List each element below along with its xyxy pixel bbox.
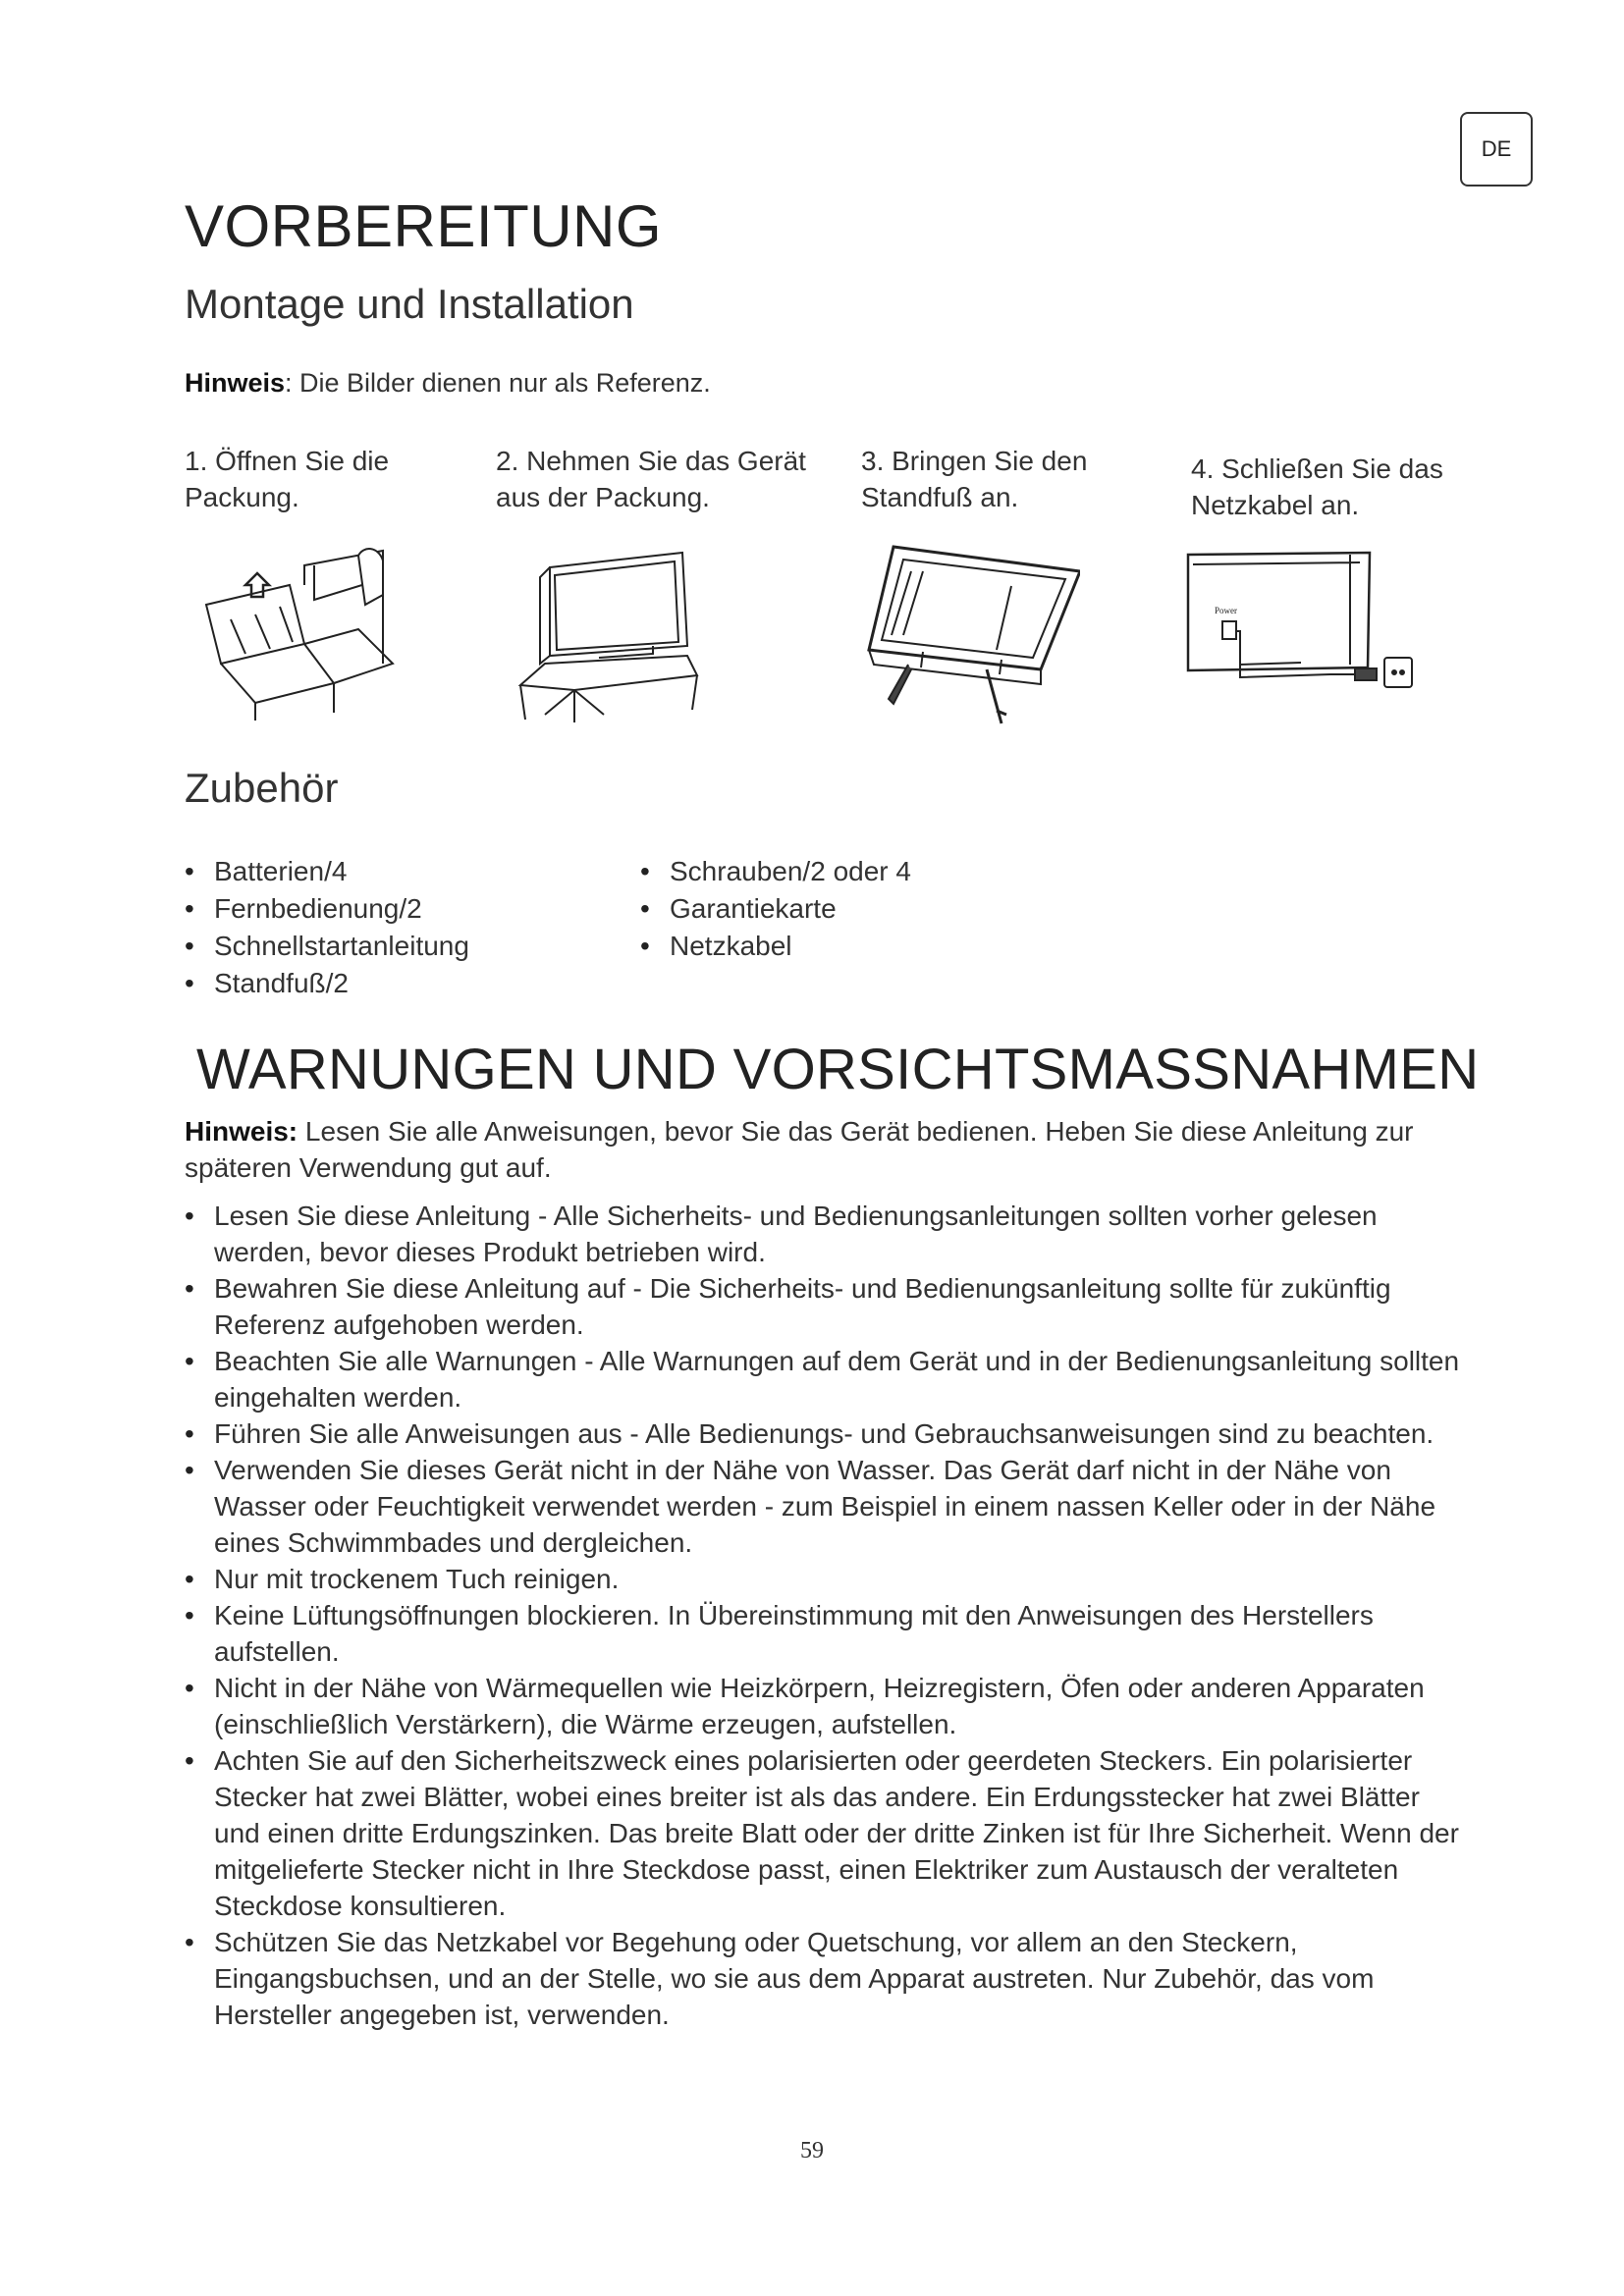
warning-item: • Keine Lüftungsöffnungen blockieren. In Übereinstimmung mit den Anweisungen des Herstellers aufstellen. xyxy=(185,1597,1461,1670)
accessory-item: • Garantiekarte xyxy=(640,890,911,928)
warning-item: • Achten Sie auf den Sicherheitszweck eines polarisierten oder geerdeten Steckers. Ein polarisierter Stecker hat zwei Blätter, wobei eines breiter ist als das andere. Ein Erdungsstecker hat zwei Blätter und einen dritte Erdungszinken. Das breite Blatt oder der dritte Zinken ist für Ihre Sicherheit. Wenn der mitgelieferte Stecker nicht in Ihre Steckdose passt, einen Elektriker zum Austausch der veralteten Steckdose konsultieren. xyxy=(185,1742,1461,1924)
step-3 xyxy=(861,443,1087,515)
attach-stand-illustration xyxy=(864,542,1080,728)
warning-item: • Nur mit trockenem Tuch reinigen. xyxy=(185,1561,1461,1597)
section-title-installation: Montage und Installation xyxy=(185,281,634,327)
warning-item: • Nicht in der Nähe von Wärmequellen wie Heizkörpern, Heizregistern, Öfen oder anderen Apparaten (einschließlich Verstärkern), die Wärme erzeugen, aufstellen. xyxy=(185,1670,1461,1742)
warning-item: • Verwenden Sie dieses Gerät nicht in der Nähe von Wasser. Das Gerät darf nicht in der Nähe von Wasser oder Feuchtigkeit verwendet werden - zum Beispiel in einem nassen Keller oder in der Nähe eines Schwimmbades und dergleichen. xyxy=(185,1452,1461,1561)
open-box-illustration xyxy=(196,546,407,722)
step-1-line1: 1. Öffnen Sie die xyxy=(185,446,390,476)
page-number: 59 xyxy=(800,2138,824,2163)
accessories-list-left xyxy=(185,853,469,1002)
language-badge: DE xyxy=(1460,112,1533,187)
warning-item: • Lesen Sie diese Anleitung - Alle Sicherheits- und Bedienungsanleitungen sollten vorher gelesen werden, bevor dieses Produkt betrieben wird. xyxy=(185,1198,1461,1270)
warning-item: • Beachten Sie alle Warnungen - Alle Warnungen auf dem Gerät und in der Bedienungsanleitung sollten eingehalten werden. xyxy=(185,1343,1461,1415)
accessory-item: • Batterien/4 xyxy=(185,853,469,890)
reference-note xyxy=(185,368,711,399)
accessory-item: • Fernbedienung/2 xyxy=(185,890,469,928)
warning-item: • Führen Sie alle Anweisungen aus - Alle Bedienungs- und Gebrauchsanweisungen sind zu beachten. xyxy=(185,1415,1461,1452)
step-3-line1: 3. Bringen Sie den xyxy=(861,446,1088,476)
warning-item: • Bewahren Sie diese Anleitung auf - Die Sicherheits- und Bedienungsanleitung sollte für zukünftig Referenz aufgehoben werden. xyxy=(185,1270,1461,1343)
accessory-item: • Netzkabel xyxy=(640,928,911,965)
warning-item: • Schützen Sie das Netzkabel vor Begehung oder Quetschung, vor allem an den Steckern, Eingangsbuchsen, und an der Stelle, wo sie aus dem Apparat austreten. Nur Zubehör, das vom Hersteller angegeben ist, verwenden. xyxy=(185,1924,1461,2033)
step-2 xyxy=(496,443,806,515)
step-4-line2: Netzkabel an. xyxy=(1191,490,1360,520)
step-2-line2: aus der Packung. xyxy=(496,482,710,512)
step-3-line2: Standfuß an. xyxy=(861,482,1019,512)
power-label: Power xyxy=(1215,606,1237,615)
step-1-line2: Packung. xyxy=(185,482,299,512)
note-label: Hinweis xyxy=(185,368,286,398)
warnings-note-label: Hinweis: xyxy=(185,1116,298,1147)
step-4-line1: 4. Schließen Sie das xyxy=(1191,454,1443,484)
accessory-item: • Schrauben/2 oder 4 xyxy=(640,853,911,890)
section-title-warnings: WARNUNGEN UND VORSICHTSMASSNAHMEN xyxy=(196,1038,1480,1101)
warnings-list xyxy=(185,1198,1461,2033)
step-2-line1: 2. Nehmen Sie das Gerät xyxy=(496,446,806,476)
accessory-item: • Schnellstartanleitung xyxy=(185,928,469,965)
power-cable-illustration xyxy=(1183,545,1414,721)
remove-tv-illustration xyxy=(506,548,702,722)
warnings-note-text: Lesen Sie alle Anweisungen, bevor Sie das Gerät bedienen. Heben Sie diese Anleitung zur späteren Verwendung gut auf. xyxy=(185,1116,1414,1183)
page-title: VORBEREITUNG xyxy=(185,193,663,259)
accessory-item: • Standfuß/2 xyxy=(185,965,469,1002)
step-1 xyxy=(185,443,389,515)
section-title-accessories: Zubehör xyxy=(185,765,339,811)
step-4 xyxy=(1191,451,1443,523)
accessories-list-right xyxy=(640,853,911,965)
note-text: : Die Bilder dienen nur als Referenz. xyxy=(285,368,711,398)
warnings-note xyxy=(185,1113,1461,1186)
